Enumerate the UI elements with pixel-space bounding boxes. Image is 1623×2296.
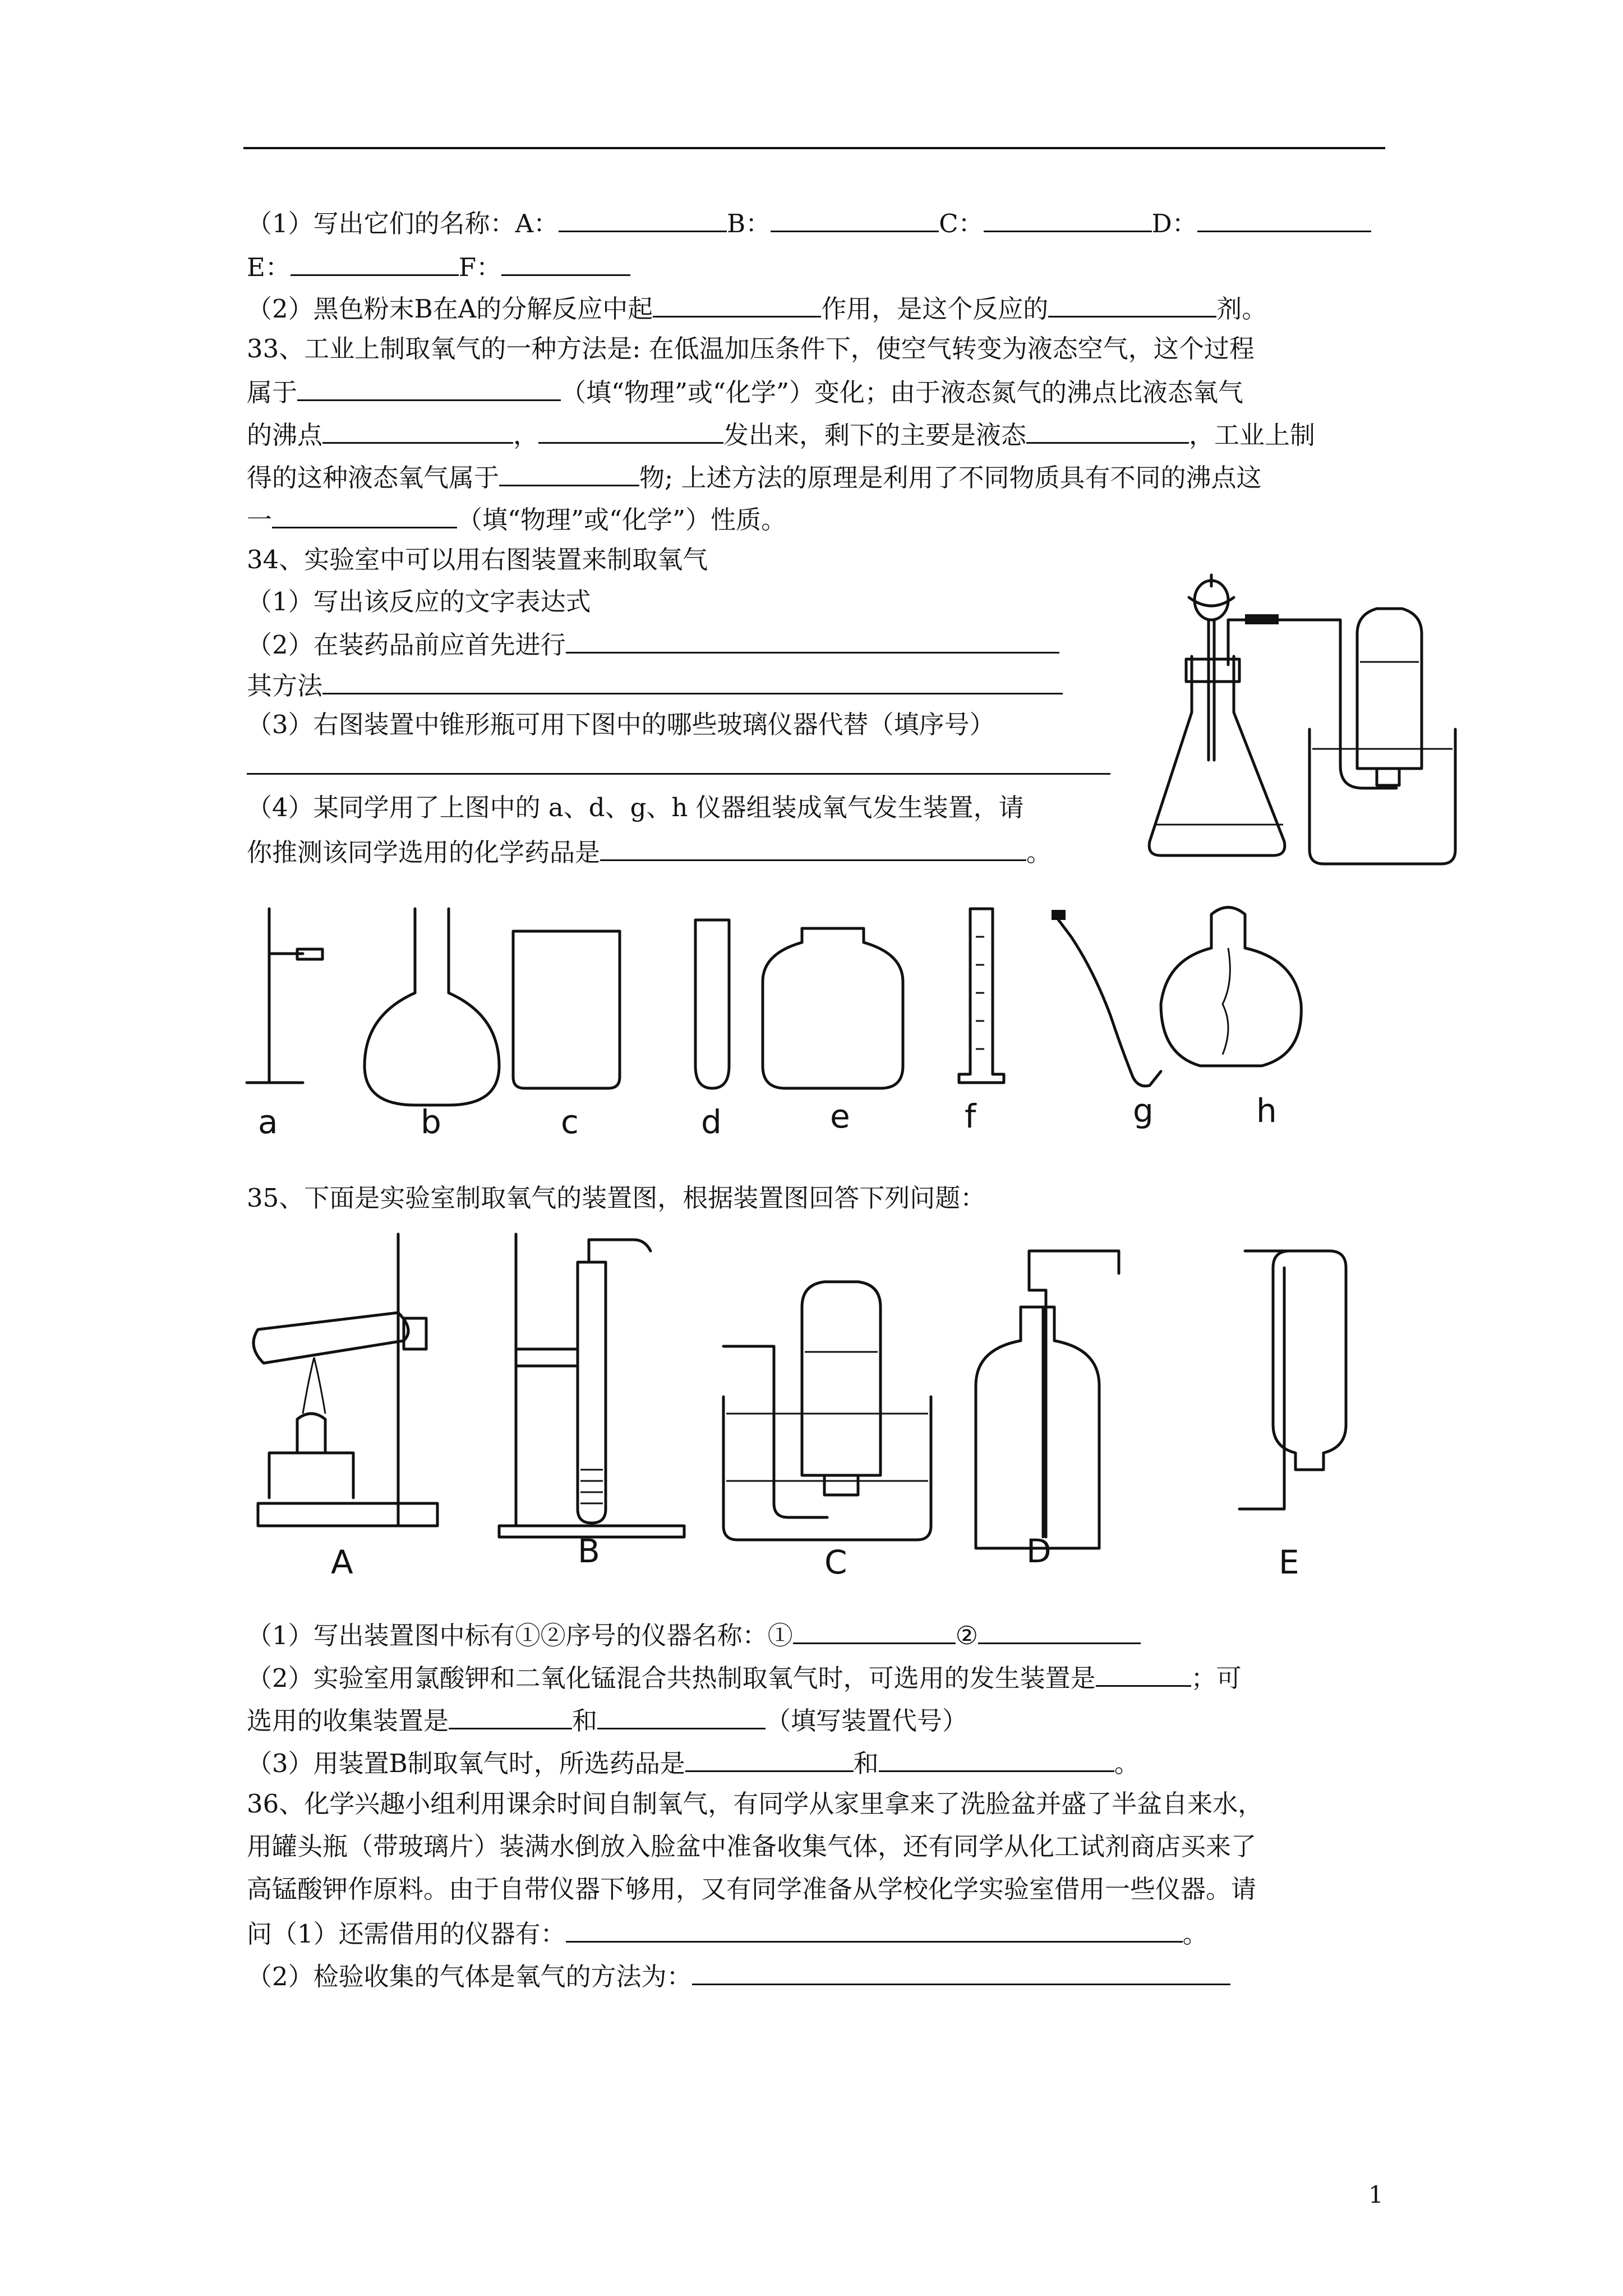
blank-instruments[interactable] — [247, 747, 1110, 775]
q36-line3: 高锰酸钾作原料。由于自带仪器下够用，又有同学准备从学校化学实验室借用一些仪器。请 — [247, 1874, 1257, 1904]
q35-part2-line1: （2）实验室用氯酸钾和二氧化锰混合共热制取氧气时，可选用的发生装置是 ；可 — [247, 1659, 1385, 1695]
page-number: 1 — [1368, 2181, 1384, 2208]
blank-d[interactable] — [1197, 205, 1371, 232]
gas-jar-icon — [763, 928, 903, 1088]
q34-part3: （3）右图装置中锥形瓶可用下图中的哪些玻璃仪器代替（填序号） — [247, 710, 995, 739]
label-B: B — [578, 1532, 600, 1570]
q36-line4: 问（1）还需借用的仪器有： 。 — [247, 1915, 1385, 1951]
q34-part1: （1）写出该反应的文字表达式 — [247, 587, 591, 616]
label-D: D — [1026, 1532, 1052, 1570]
q34-title: 34、实验室中可以用右图装置来制取氧气 — [247, 545, 708, 574]
blank-reagent-1[interactable] — [685, 1745, 854, 1772]
q35-part2-line2: 选用的收集装置是 和 （填写装置代号） — [247, 1702, 1385, 1738]
label-e: e — [830, 1097, 850, 1135]
q33-line3: 的沸点 ， 发出来，剩下的主要是液态 ，工业上制 — [247, 416, 1385, 452]
test-tube-icon — [695, 920, 729, 1088]
blank-check[interactable] — [566, 626, 1059, 654]
gas-bottle-icon — [1357, 609, 1422, 785]
q35-apparatus-figure — [247, 1234, 1380, 1582]
apparatus-e-gas-bottle-downward-icon — [1239, 1251, 1346, 1509]
blank-instrument-2[interactable] — [978, 1617, 1141, 1644]
blank-generator[interactable] — [1096, 1659, 1191, 1687]
blank-borrow[interactable] — [566, 1915, 1183, 1943]
q35-title: 35、下面是实验室制取氧气的装置图，根据装置图回答下列问题： — [247, 1183, 986, 1213]
header-rule — [243, 147, 1385, 149]
q35-part1: （1）写出装置图中标有①②序号的仪器名称：① ② — [247, 1617, 1385, 1653]
blank-c[interactable] — [984, 205, 1152, 232]
blank-e[interactable] — [291, 249, 459, 276]
blank-collector-2[interactable] — [597, 1702, 766, 1729]
label-f: f — [965, 1097, 976, 1135]
q32-part1-line1: （1）写出它们的名称：A： B： C： D： — [247, 205, 1385, 241]
label-d: d — [701, 1103, 722, 1141]
iron-stand-icon — [247, 909, 322, 1083]
blank-agent[interactable] — [1048, 290, 1216, 318]
label-A: A — [331, 1543, 353, 1581]
q32-part1-line2: E： F： — [247, 249, 1385, 284]
blank-property[interactable] — [272, 501, 457, 528]
apparatus-d-gas-bottle-upward-icon — [976, 1251, 1119, 1548]
instrument-labels — [258, 1092, 1277, 1141]
q34-part4-line2: 你推测该同学选用的化学药品是 。 — [247, 834, 1122, 869]
q34-part3-answer — [247, 747, 1122, 783]
label-C: C — [824, 1543, 847, 1581]
blank-collector-1[interactable] — [449, 1702, 572, 1729]
apparatus-a-heating-icon — [253, 1234, 437, 1526]
blank-evaporate[interactable] — [538, 416, 723, 444]
blank-method[interactable] — [322, 667, 1063, 694]
blank-role[interactable] — [653, 290, 821, 318]
blank-test-method[interactable] — [692, 1958, 1230, 1985]
q34-part2-method: 其方法 — [247, 667, 1122, 703]
blank-reagent[interactable] — [600, 834, 1026, 861]
q33-line1: 33、工业上制取氧气的一种方法是: 在低温加压条件下，使空气转变为液态空气，这个过程 — [247, 334, 1255, 364]
beaker-icon — [513, 931, 620, 1088]
blank-b[interactable] — [771, 205, 939, 232]
label-a: a — [258, 1103, 278, 1141]
q34-part2: （2）在装药品前应首先进行 — [247, 626, 1122, 662]
conical-flask-icon — [1149, 656, 1285, 855]
blank-f[interactable] — [501, 249, 630, 276]
funnel-icon — [1189, 575, 1234, 760]
q36-line1: 36、化学兴趣小组利用课余时间自制氧气，有同学从家里拿来了洗脸盆并盛了半盆自来水， — [247, 1789, 1264, 1819]
q33-line5: 一 （填“物理”或“化学”）性质。 — [247, 501, 1385, 537]
label-g: g — [1133, 1092, 1154, 1130]
round-flask-icon — [365, 909, 499, 1105]
alcohol-lamp-icon — [1161, 908, 1301, 1066]
label-h: h — [1256, 1092, 1277, 1130]
q34-part4-line1: （4）某同学用了上图中的 a、d、g、h 仪器组装成氧气发生装置，请 — [247, 793, 1024, 822]
label-c: c — [561, 1103, 579, 1141]
blank-reagent-2[interactable] — [879, 1745, 1114, 1772]
label-E: E — [1279, 1543, 1299, 1581]
graduated-cylinder-icon — [959, 909, 1004, 1083]
q33-line4: 得的这种液态氧气属于 物; 上述方法的原理是利用了不同物质具有不同的沸点这 — [247, 459, 1385, 495]
q33-line2: 属于 （填“物理”或“化学”）变化；由于液态氮气的沸点比液态氧气 — [247, 374, 1385, 409]
q34-apparatus-figure — [1122, 561, 1458, 875]
apparatus-b-test-tube-stand-icon — [499, 1234, 684, 1537]
q35-part3: （3）用装置B制取氧气时，所选药品是 和 。 — [247, 1745, 1385, 1780]
apparatus-c-water-collection-icon — [723, 1282, 931, 1540]
q32-part2: （2）黑色粉末B在A的分解反应中起 作用，是这个反应的 剂。 — [247, 290, 1385, 326]
blank-boiling[interactable] — [322, 416, 513, 444]
label-b: b — [421, 1103, 441, 1141]
trough-icon — [1310, 729, 1455, 864]
blank-instrument-1[interactable] — [793, 1617, 956, 1644]
blank-a[interactable] — [559, 205, 727, 232]
blank-liquid[interactable] — [1026, 416, 1189, 444]
blank-change-type[interactable] — [297, 374, 561, 401]
q34-instruments-figure — [236, 898, 1413, 1144]
q36-line5: （2）检验收集的气体是氧气的方法为： — [247, 1958, 1385, 1994]
blank-substance[interactable] — [499, 459, 639, 486]
bent-delivery-tube-icon — [1052, 910, 1161, 1086]
q36-line2: 用罐头瓶（带玻璃片）装满水倒放入脸盆中准备收集气体，还有同学从化工试剂商店买来了 — [247, 1832, 1257, 1861]
